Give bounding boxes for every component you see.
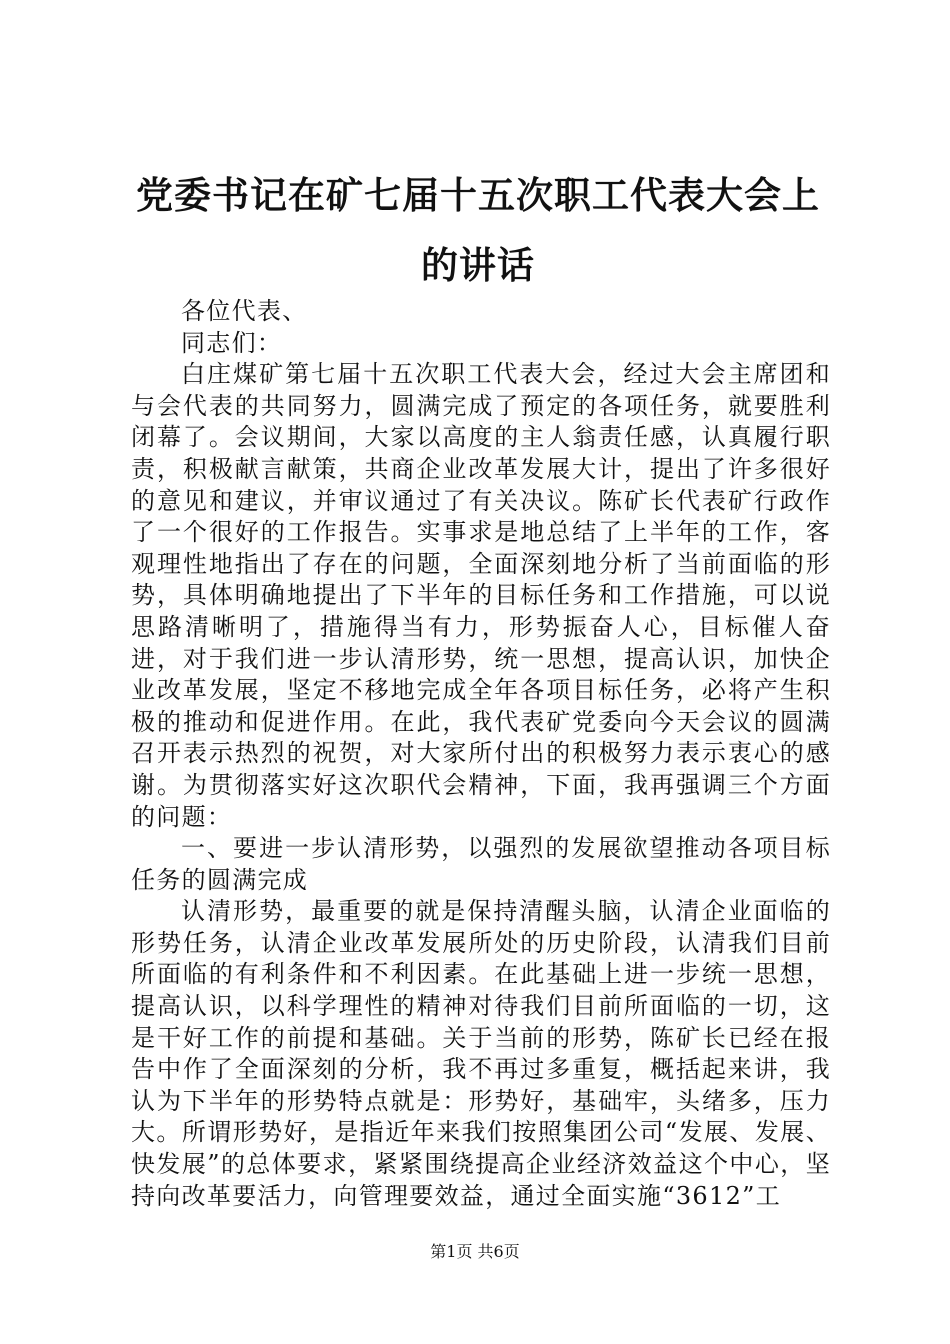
page-number: 第1页 共6页 xyxy=(430,1242,520,1261)
document-title: 党委书记在矿七届十五次职工代表大会上的讲话 xyxy=(136,173,820,287)
body-paragraph: 白庄煤矿第七届十五次职工代表大会，经过大会主席团和与会代表的共同努力，圆满完成了预定的各项任务，就要胜利闭幕了。会议期间，大家以高度的主人翁责任感，认真履行职责，积极献言献策，共商企业改革发展大计，提出了许多很好的意见和建议，并审议通过了有关决议。陈矿长代表矿行政作了一个很好的工作报告。实事求是地总结了上半年的工作，客观理性地指出了存在的问题，全面深刻地分析了当前面临的形势，具体明确地提出了下半年的目标任务和工作措施，可以说思路清晰明了，措施得当有力，形势振奋人心，目标催人奋进，对于我们进一步认清形势，统一思想，提高认识，加快企业改革发展，坚定不移地完成全年各项目标任务，必将产生积极的推动和促进作用。在此，我代表矿党委向今天会议的圆满召开表示热烈的祝贺，对大家所付出的积极努力表示衷心的感谢。为贯彻落实好这次职代会精神，下面，我再强调三个方面的问题： xyxy=(131,360,831,831)
document-body xyxy=(131,296,831,1212)
page-footer xyxy=(0,1240,950,1264)
body-paragraph: 认清形势，最重要的就是保持清醒头脑，认清企业面临的形势任务，认清企业改革发展所处的历史阶段，认清我们目前所面临的有利条件和不利因素。在此基础上进一步统一思想，提高认识，以科学理性的精神对待我们目前所面临的一切，这是干好工作的前提和基础。关于当前的形势，陈矿长已经在报告中作了全面深刻的分析，我不再过多重复，概括起来讲，我认为下半年的形势特点就是：形势好，基础牢，头绪多，压力大。所谓形势好，是指近年来我们按照集团公司“发展、发展、快发展”的总体要求，紧紧围绕提高企业经济效益这个中心，坚持向改革要活力，向管理要效益，通过全面实施“3612”工 xyxy=(131,897,831,1210)
salutation-line-2: 同志们： xyxy=(181,328,283,357)
section-heading: 一、要进一步认清形势，以强烈的发展欲望推动各项目标任务的圆满完成 xyxy=(131,834,831,894)
salutation-line-1: 各位代表、 xyxy=(181,297,308,325)
